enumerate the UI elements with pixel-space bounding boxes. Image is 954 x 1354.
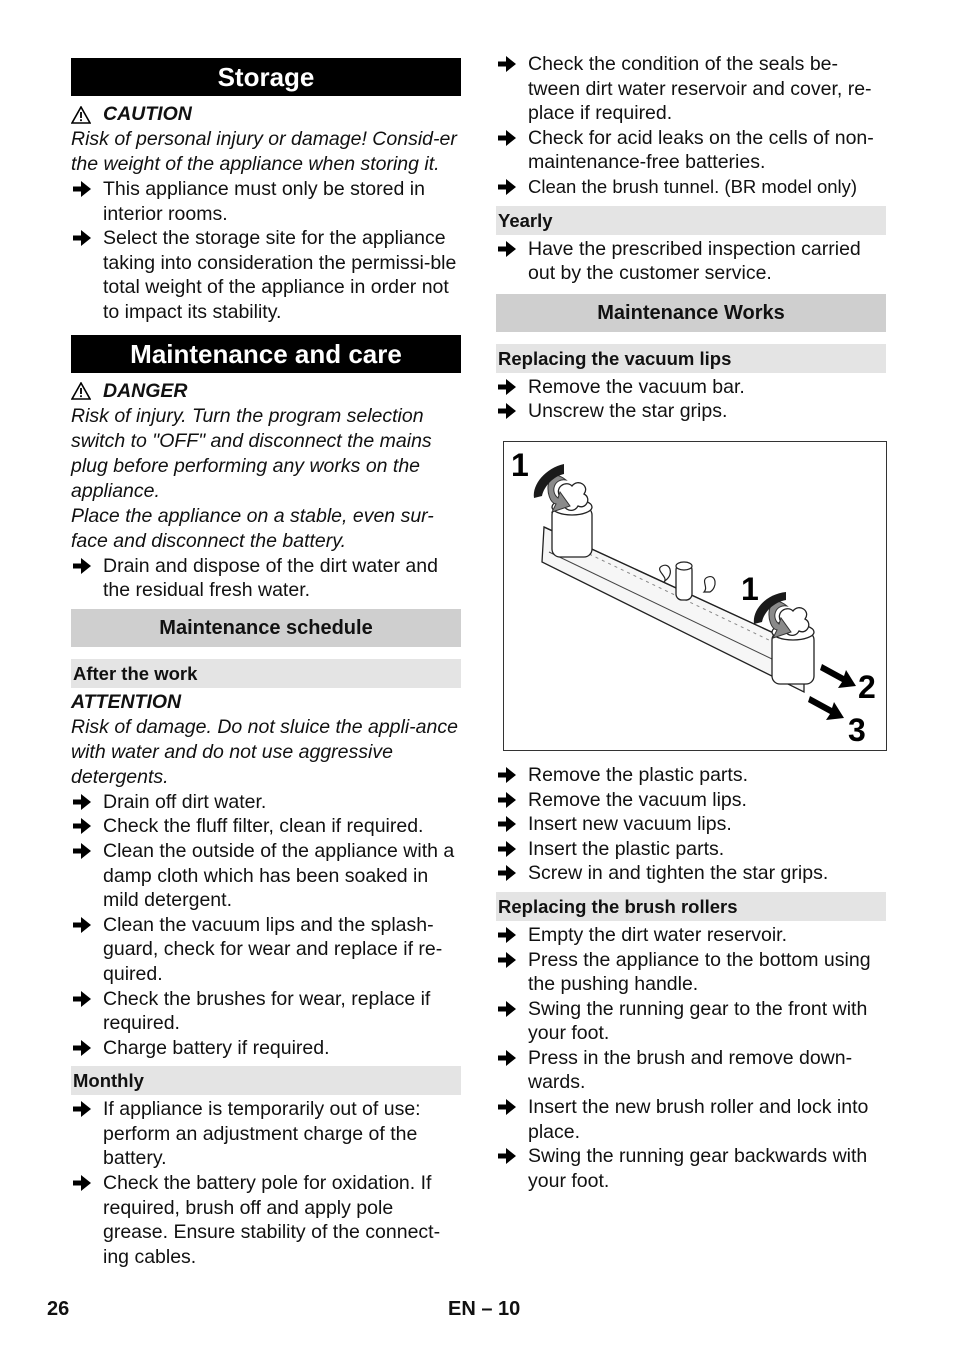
page-number: 26: [47, 1298, 70, 1320]
list-item-text: Check the brushes for wear, replace if required.: [103, 987, 431, 1035]
maintenance-works-heading: Maintenance Works: [496, 294, 886, 332]
arrow-right-icon: [73, 843, 91, 859]
list-item-text: Clean the vacuum lips and the splash-guard, check for wear and replace if re-quired.: [103, 913, 443, 985]
list-item: [496, 948, 886, 997]
list-item-text: Swing the running gear backwards with your foot.: [528, 1145, 868, 1192]
pull-arrow-icon: [820, 664, 856, 688]
after-work-heading: After the work: [71, 659, 461, 688]
arrow-right-icon: [498, 927, 516, 943]
list-item: [496, 175, 886, 200]
list-item: [496, 1046, 886, 1095]
left-column: [71, 50, 461, 1269]
attention-label: ATTENTION: [71, 690, 182, 713]
list-item: [71, 554, 461, 603]
arrow-right-icon: [498, 1148, 516, 1164]
list-item: [496, 837, 886, 862]
yearly-list: [496, 237, 886, 286]
small-star-grip: [660, 565, 671, 582]
step-number-label: 1: [741, 570, 759, 607]
arrow-right-icon: [498, 767, 516, 783]
list-item: [496, 126, 886, 175]
warning-triangle-icon: [71, 106, 91, 124]
list-item: [71, 913, 461, 987]
list-item-text: Unscrew the star grips.: [528, 400, 728, 423]
arrow-right-icon: [498, 241, 516, 257]
list-item-text: Clean the brush tunnel. (BR model only): [528, 175, 858, 197]
caution-text: Risk of personal injury or damage! Consid-er the weight of the appliance when storing it.: [71, 128, 457, 175]
arrow-right-icon: [498, 1050, 516, 1066]
maintenance-list: [71, 554, 461, 603]
danger-label: [71, 379, 461, 404]
list-item-text: Remove the plastic parts.: [528, 763, 749, 786]
list-item: [496, 861, 886, 886]
list-item: [496, 923, 886, 948]
list-item: [71, 1097, 461, 1171]
maintenance-heading: Maintenance and care: [71, 335, 461, 373]
monthly-list-left: [71, 1097, 461, 1269]
list-item-text: Remove the vacuum lips.: [528, 788, 747, 811]
list-item-text: Press the appliance to the bottom using the pushing handle.: [528, 948, 871, 996]
monthly-list-right: [496, 52, 886, 200]
step-number-label: 2: [858, 668, 876, 705]
list-item: [71, 987, 461, 1036]
attention-text: Risk of damage. Do not sluice the appli-ance with water and do not use aggressive detergents.: [71, 715, 458, 788]
arrow-right-icon: [498, 865, 516, 881]
list-item: [496, 812, 886, 837]
list-item: [71, 1171, 461, 1269]
list-item-text: Insert new vacuum lips.: [528, 813, 732, 836]
arrow-right-icon: [498, 1099, 516, 1115]
list-item: [71, 177, 461, 226]
hose-fitting-top: [676, 562, 692, 570]
yearly-heading: Yearly: [496, 206, 886, 235]
caution-label: [71, 102, 461, 127]
arrow-right-icon: [73, 1040, 91, 1056]
storage-list: [71, 177, 461, 325]
list-item: [496, 763, 886, 788]
list-item-text: Remove the vacuum bar.: [528, 375, 745, 398]
arrow-right-icon: [73, 1175, 91, 1191]
list-item: [496, 399, 886, 424]
list-item-text: Check the battery pole for oxidation. If required, brush off and apply pole grease. Ensure stability of the connect-ing cables.: [103, 1172, 441, 1268]
danger-text-2: Place the appliance on a stable, even sur-face and disconnect the battery.: [71, 504, 434, 552]
vacuum-lips-list-before: [496, 375, 886, 424]
list-item-text: Screw in and tighten the star grips.: [528, 862, 829, 885]
list-item-text: Check the condition of the seals be-tween dirt water reservoir and cover, re-place if required.: [528, 53, 872, 125]
monthly-heading: Monthly: [71, 1066, 461, 1095]
list-item: [71, 790, 461, 815]
list-item: [71, 814, 461, 839]
arrow-right-icon: [73, 818, 91, 834]
list-item: [496, 52, 886, 126]
after-work-list: [71, 790, 461, 1061]
page-label: EN – 10: [448, 1298, 521, 1320]
list-item: [496, 1095, 886, 1144]
arrow-right-icon: [73, 558, 91, 574]
list-item: [71, 839, 461, 913]
danger-text: Risk of injury. Turn the program selection switch to "OFF" and disconnect the mains plug before performing any works on the appliance.: [71, 404, 432, 502]
list-item-text: Press in the brush and remove down-wards.: [528, 1046, 853, 1094]
vacuum-lips-list-after: [496, 763, 886, 886]
list-item: [496, 375, 886, 400]
brush-rollers-heading: Replacing the brush rollers: [496, 892, 886, 921]
brush-rollers-list: [496, 923, 886, 1194]
arrow-right-icon: [498, 379, 516, 395]
list-item: [496, 1144, 886, 1193]
arrow-right-icon: [498, 792, 516, 808]
list-item-text: Check for acid leaks on the cells of non-maintenance-free batteries.: [528, 126, 874, 174]
small-star-grip: [704, 576, 715, 591]
list-item: [71, 1036, 461, 1061]
danger-label-text: DANGER: [103, 379, 188, 402]
arrow-right-icon: [498, 841, 516, 857]
storage-heading: Storage: [71, 58, 461, 96]
arrow-right-icon: [498, 130, 516, 146]
caution-label-text: CAUTION: [103, 103, 192, 125]
right-column: [496, 50, 886, 1193]
vacuum-bar-figure: [503, 441, 887, 751]
vacuum-lips-heading: Replacing the vacuum lips: [496, 344, 886, 373]
list-item-text: Have the prescribed inspection carried out by the customer service.: [528, 237, 861, 285]
list-item-text: Check the fluff filter, clean if required.: [103, 815, 424, 838]
arrow-right-icon: [498, 952, 516, 968]
arrow-right-icon: [498, 816, 516, 832]
list-item: [496, 237, 886, 286]
arrow-right-icon: [73, 1101, 91, 1117]
step-number-label: 3: [848, 711, 866, 748]
arrow-right-icon: [73, 230, 91, 246]
step-number-label: 1: [511, 446, 529, 483]
vacuum-bar-illustration: [504, 442, 886, 750]
arrow-right-icon: [498, 403, 516, 419]
list-item-text: Clean the outside of the appliance with a damp cloth which has been soaked in mild detergent.: [103, 839, 455, 912]
arrow-right-icon: [73, 181, 91, 197]
list-item: [496, 788, 886, 813]
pull-arrow-icon: [808, 696, 844, 720]
list-item-text: Drain and dispose of the dirt water and the residual fresh water.: [103, 554, 438, 602]
list-item: [71, 226, 461, 324]
list-item-text: Empty the dirt water reservoir.: [528, 923, 788, 946]
list-item-text: Select the storage site for the appliance taking into consideration the permissi-ble total weight of the appliance in order not to impact its stability.: [103, 227, 457, 323]
arrow-right-icon: [498, 1001, 516, 1017]
list-item-text: Insert the new brush roller and lock into place.: [528, 1096, 869, 1143]
list-item-text: If appliance is temporarily out of use: perform an adjustment charge of the battery.: [103, 1098, 421, 1170]
list-item-text: Insert the plastic parts.: [528, 837, 725, 860]
arrow-right-icon: [73, 991, 91, 1007]
arrow-right-icon: [498, 56, 516, 72]
arrow-right-icon: [498, 179, 516, 195]
list-item-text: This appliance must only be stored in interior rooms.: [103, 178, 425, 225]
arrow-right-icon: [73, 794, 91, 810]
list-item: [496, 997, 886, 1046]
list-item-text: Drain off dirt water.: [103, 790, 267, 813]
maintenance-schedule-heading: Maintenance schedule: [71, 609, 461, 647]
arrow-right-icon: [73, 917, 91, 933]
list-item-text: Swing the running gear to the front with your foot.: [528, 997, 868, 1045]
list-item-text: Charge battery if required.: [103, 1036, 330, 1059]
warning-triangle-icon: [71, 382, 91, 400]
